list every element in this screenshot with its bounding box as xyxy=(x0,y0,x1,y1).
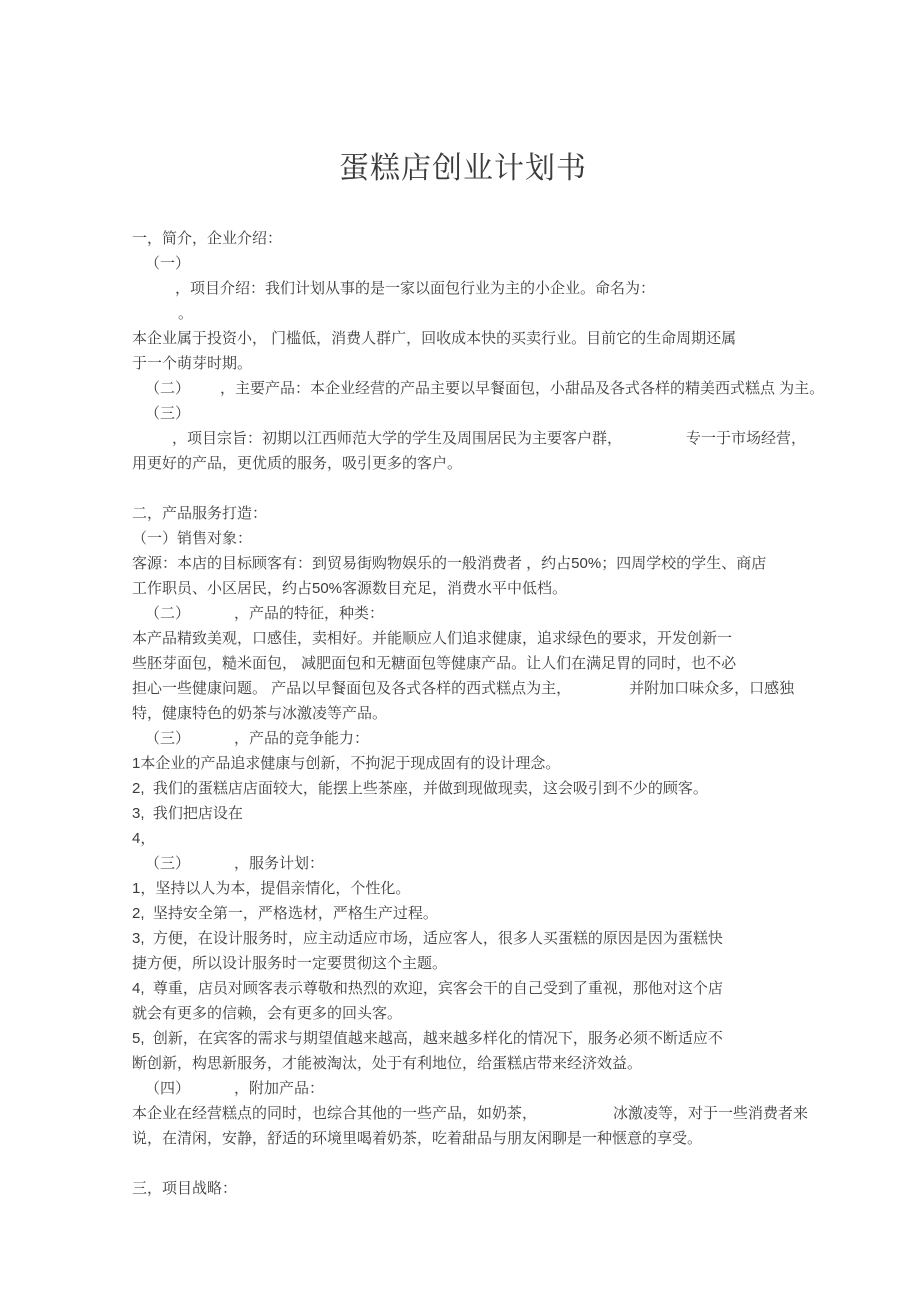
doc-line xyxy=(132,726,794,751)
tab-space xyxy=(622,442,686,443)
blank-line xyxy=(132,1151,794,1176)
text-run: ，项目宗旨：初期以江西师范大学的学生及周围居民为主要客户群， xyxy=(172,430,623,447)
blank-line xyxy=(132,476,794,501)
text-run: 于一个萌芽时期。 xyxy=(132,355,253,372)
text-run: （一） xyxy=(145,255,191,272)
doc-line xyxy=(132,701,794,726)
doc-line xyxy=(132,401,794,426)
text-run: 特，健康特色的奶茶与冰激凌等产品。 xyxy=(132,705,388,722)
doc-line xyxy=(132,276,794,301)
text-run: 二，产品服务打造： xyxy=(132,505,268,522)
text-run: 3, 我们把店设在 xyxy=(132,805,243,822)
text-run: （三） xyxy=(145,730,191,747)
text-run: 。 xyxy=(178,305,194,322)
text-run: 三，项目战略： xyxy=(132,1180,238,1197)
document-body xyxy=(132,226,825,1201)
doc-line xyxy=(132,776,794,801)
doc-line xyxy=(132,851,794,876)
text-run: 本企业属于投资小， 门槛低，消费人群广，回收成本快的买卖行业。目前它的生命周期还属 xyxy=(132,330,737,347)
text-run: 2, 坚持安全第一，严格选材，严格生产过程。 xyxy=(132,905,438,922)
text-run: 断创新，构思新服务，才能被淘汰，处于有利地位，给蛋糕店带来经济效益。 xyxy=(132,1055,643,1072)
doc-line xyxy=(132,501,794,526)
text-run: 5, 创新，在宾客的需求与期望值越来越高，越来越多样化的情况下，服务必须不断适应不 xyxy=(132,1030,723,1047)
doc-line xyxy=(132,626,794,651)
text-run: 些胚芽面包，糙米面包， 减肥面包和无糖面包等健康产品。让人们在满足胃的同时，也不必 xyxy=(132,655,737,672)
doc-line xyxy=(132,1101,809,1126)
text-run: （三） xyxy=(145,855,191,872)
text-run: 本企业在经营糕点的同时，也综合其他的一些产品，如奶茶， xyxy=(132,1105,538,1122)
text-run: 2, 我们的蛋糕店店面较大，能摆上些茶座，并做到现做现卖，这会吸引到不少的顾客。 xyxy=(132,780,708,797)
tab-space xyxy=(190,1092,234,1093)
text-run: 就会有更多的信赖，会有更多的回头客。 xyxy=(132,1005,403,1022)
document-title: 蛋糕店创业计划书 xyxy=(339,152,587,185)
doc-line xyxy=(132,976,794,1001)
text-run: ，项目介绍：我们计划从事的是一家以面包行业为主的小企业。命名为： xyxy=(175,280,656,297)
doc-line xyxy=(132,651,794,676)
doc-line xyxy=(132,326,794,351)
doc-line xyxy=(132,801,794,826)
doc-line xyxy=(132,826,794,851)
doc-line xyxy=(132,1001,794,1026)
doc-line xyxy=(132,876,794,901)
text-run: 3, 方便，在设计服务时，应主动适应市场，适应客人，很多人买蛋糕的原因是因为蛋糕快 xyxy=(132,930,723,947)
text-run: 1，坚持以人为本，提倡亲情化，个性化。 xyxy=(132,880,411,897)
text-run: （三） xyxy=(145,405,191,422)
text-run: 一，简介，企业介绍： xyxy=(132,230,283,247)
tab-space xyxy=(190,742,234,743)
doc-line xyxy=(132,1176,794,1201)
text-run: （二） xyxy=(145,605,191,622)
text-run: 工作职员、小区居民，约占50%客源数目充足，消费水平中低档。 xyxy=(132,580,568,597)
doc-line xyxy=(132,551,794,576)
doc-line xyxy=(132,376,825,401)
text-run: 本产品精致美观，口感佳，卖相好。并能顺应人们追求健康，追求绿色的要求，开发创新一 xyxy=(132,630,733,647)
text-run: 1本企业的产品追求健康与创新，不拘泥于现成固有的设计理念。 xyxy=(132,755,561,772)
doc-line xyxy=(132,751,794,776)
tab-space xyxy=(190,867,234,868)
text-run: 说，在清闲，安静，舒适的环境里喝着奶茶，吃着甜品与朋友闲聊是一种惬意的享受。 xyxy=(132,1130,703,1147)
text-run: 客源：本店的目标顾客有：到贸易街购物娱乐的一般消费者 ，约占50%；四周学校的学生、商店 xyxy=(132,555,767,572)
text-run: 捷方便，所以设计服务时一定要贯彻这个主题。 xyxy=(132,955,448,972)
doc-line xyxy=(132,226,794,251)
text-run: ，主要产品：本企业经营的产品主要以早餐面包，小甜品及各式各样的精美西式糕点 为主。 xyxy=(220,380,825,397)
text-run: 并附加口味众多，口感独 xyxy=(629,680,795,697)
text-run: （一）销售对象： xyxy=(132,530,253,547)
doc-line xyxy=(132,951,794,976)
text-run: ，附加产品： xyxy=(234,1080,325,1097)
text-run: 冰激凌等，对于一些消费者来 xyxy=(613,1105,809,1122)
doc-line xyxy=(132,1076,794,1101)
doc-line xyxy=(132,1051,794,1076)
text-run: （二） xyxy=(145,380,191,397)
doc-line xyxy=(132,1026,794,1051)
doc-line xyxy=(132,926,794,951)
doc-line xyxy=(132,451,794,476)
text-run: ，产品的竞争能力： xyxy=(234,730,370,747)
text-run: 用更好的产品，更优质的服务，吸引更多的客户。 xyxy=(132,455,463,472)
text-run: 专一于市场经营， xyxy=(686,430,807,447)
tab-space xyxy=(190,392,220,393)
doc-line xyxy=(132,601,794,626)
doc-line xyxy=(132,351,794,376)
text-run: ，服务计划： xyxy=(234,855,325,872)
doc-line xyxy=(132,901,794,926)
tab-space xyxy=(537,1117,613,1118)
text-run: ，产品的特征，种类： xyxy=(234,605,385,622)
doc-line xyxy=(132,676,794,701)
doc-line xyxy=(132,526,794,551)
tab-space xyxy=(190,617,234,618)
text-run: 担心一些健康问题。 产品以早餐面包及各式各样的西式糕点为主， xyxy=(132,680,572,697)
doc-line xyxy=(132,426,807,451)
tab-space xyxy=(571,692,629,693)
text-run: （四） xyxy=(145,1080,191,1097)
text-run: 4, 尊重，店员对顾客表示尊敬和热烈的欢迎，宾客会干的自己受到了重视，那他对这个店 xyxy=(132,980,723,997)
doc-line xyxy=(132,301,794,326)
text-run: 4， xyxy=(132,830,156,847)
doc-line xyxy=(132,1126,794,1151)
doc-line xyxy=(132,576,794,601)
doc-line xyxy=(132,251,794,276)
